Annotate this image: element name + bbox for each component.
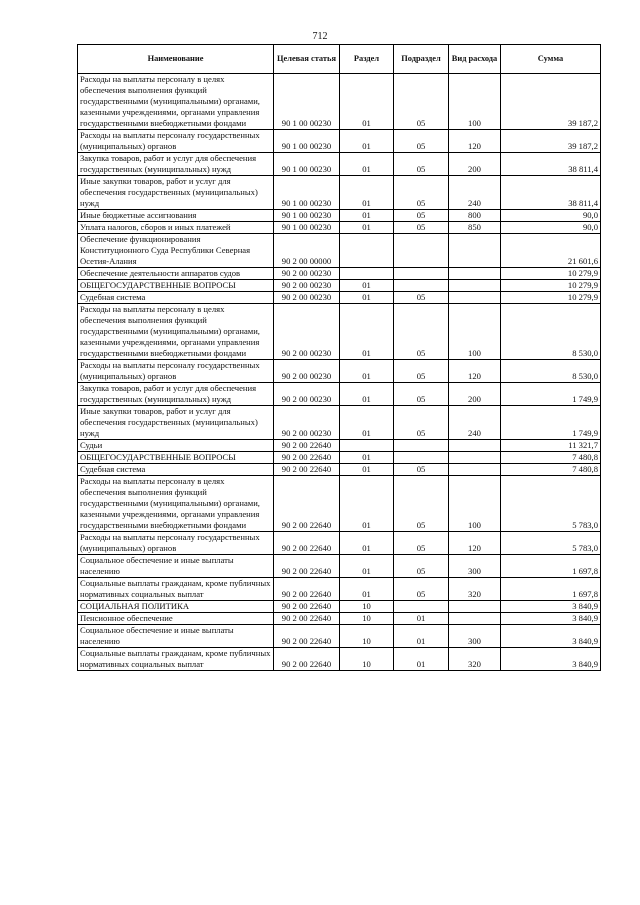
cell-razdel: 01 bbox=[340, 176, 394, 210]
cell-sum: 1 697,8 bbox=[501, 578, 601, 601]
table-row bbox=[78, 360, 601, 383]
cell-razdel: 01 bbox=[340, 532, 394, 555]
cell-razdel: 01 bbox=[340, 210, 394, 222]
table-row bbox=[78, 292, 601, 304]
cell-code: 90 1 00 00230 bbox=[274, 222, 340, 234]
cell-code: 90 2 00 22640 bbox=[274, 601, 340, 613]
cell-code: 90 2 00 00230 bbox=[274, 383, 340, 406]
cell-name: Судебная система bbox=[78, 292, 274, 304]
cell-razdel: 01 bbox=[340, 555, 394, 578]
cell-sum: 7 480,8 bbox=[501, 464, 601, 476]
cell-vid: 120 bbox=[449, 130, 501, 153]
table-row bbox=[78, 176, 601, 210]
cell-sum: 39 187,2 bbox=[501, 74, 601, 130]
cell-sum: 1 749,9 bbox=[501, 383, 601, 406]
cell-name: Обеспечение деятельности аппаратов судов bbox=[78, 268, 274, 280]
cell-name: Закупка товаров, работ и услуг для обеспечения государственных (муниципальных) нужд bbox=[78, 383, 274, 406]
cell-code: 90 2 00 22640 bbox=[274, 578, 340, 601]
cell-name: Социальное обеспечение и иные выплаты населению bbox=[78, 625, 274, 648]
cell-sum: 11 321,7 bbox=[501, 440, 601, 452]
cell-vid: 100 bbox=[449, 476, 501, 532]
cell-name: Судьи bbox=[78, 440, 274, 452]
cell-name: Расходы на выплаты персоналу в целях обеспечения выполнения функций государственными (муниципальными) органами, казенными учреждениями, органами управления государственными внебюджетными фондами bbox=[78, 304, 274, 360]
cell-vid: 240 bbox=[449, 176, 501, 210]
cell-vid: 100 bbox=[449, 304, 501, 360]
cell-name: Пенсионное обеспечение bbox=[78, 613, 274, 625]
cell-vid bbox=[449, 292, 501, 304]
cell-sum: 3 840,9 bbox=[501, 613, 601, 625]
cell-sum: 1 697,8 bbox=[501, 555, 601, 578]
cell-vid: 300 bbox=[449, 625, 501, 648]
cell-vid: 240 bbox=[449, 406, 501, 440]
cell-podrazdel: 05 bbox=[394, 360, 449, 383]
cell-sum: 8 530,0 bbox=[501, 360, 601, 383]
cell-name: ОБЩЕГОСУДАРСТВЕННЫЕ ВОПРОСЫ bbox=[78, 452, 274, 464]
cell-vid: 200 bbox=[449, 383, 501, 406]
cell-name: Иные закупки товаров, работ и услуг для обеспечения государственных (муниципальных) нужд bbox=[78, 176, 274, 210]
cell-code: 90 2 00 22640 bbox=[274, 648, 340, 671]
table-row bbox=[78, 406, 601, 440]
cell-razdel: 01 bbox=[340, 452, 394, 464]
cell-razdel: 10 bbox=[340, 613, 394, 625]
cell-code: 90 2 00 22640 bbox=[274, 440, 340, 452]
table-row bbox=[78, 555, 601, 578]
cell-name: СОЦИАЛЬНАЯ ПОЛИТИКА bbox=[78, 601, 274, 613]
cell-code: 90 2 00 22640 bbox=[274, 464, 340, 476]
cell-name: Социальное обеспечение и иные выплаты населению bbox=[78, 555, 274, 578]
cell-razdel: 01 bbox=[340, 360, 394, 383]
table-body bbox=[78, 74, 601, 671]
cell-vid: 120 bbox=[449, 360, 501, 383]
cell-sum: 3 840,9 bbox=[501, 625, 601, 648]
cell-code: 90 2 00 22640 bbox=[274, 625, 340, 648]
cell-code: 90 2 00 00230 bbox=[274, 406, 340, 440]
cell-vid: 320 bbox=[449, 578, 501, 601]
cell-razdel: 01 bbox=[340, 222, 394, 234]
cell-razdel: 01 bbox=[340, 292, 394, 304]
table-row bbox=[78, 601, 601, 613]
budget-table bbox=[77, 44, 601, 671]
cell-vid: 300 bbox=[449, 555, 501, 578]
cell-razdel: 01 bbox=[340, 578, 394, 601]
cell-vid: 320 bbox=[449, 648, 501, 671]
cell-vid bbox=[449, 613, 501, 625]
table-row bbox=[78, 613, 601, 625]
cell-name: ОБЩЕГОСУДАРСТВЕННЫЕ ВОПРОСЫ bbox=[78, 280, 274, 292]
cell-name: Расходы на выплаты персоналу государственных (муниципальных) органов bbox=[78, 130, 274, 153]
cell-code: 90 1 00 00230 bbox=[274, 130, 340, 153]
cell-podrazdel: 05 bbox=[394, 222, 449, 234]
cell-vid bbox=[449, 452, 501, 464]
table-row bbox=[78, 648, 601, 671]
cell-vid bbox=[449, 268, 501, 280]
cell-code: 90 2 00 22640 bbox=[274, 452, 340, 464]
table-row bbox=[78, 210, 601, 222]
cell-sum: 1 749,9 bbox=[501, 406, 601, 440]
cell-podrazdel: 05 bbox=[394, 210, 449, 222]
cell-sum: 10 279,9 bbox=[501, 292, 601, 304]
header-vid: Вид расхода bbox=[449, 45, 501, 74]
cell-podrazdel: 05 bbox=[394, 555, 449, 578]
table-row bbox=[78, 222, 601, 234]
table-row bbox=[78, 74, 601, 130]
cell-podrazdel: 05 bbox=[394, 176, 449, 210]
table-row bbox=[78, 476, 601, 532]
cell-code: 90 2 00 00230 bbox=[274, 268, 340, 280]
cell-code: 90 2 00 00230 bbox=[274, 360, 340, 383]
cell-sum: 5 783,0 bbox=[501, 532, 601, 555]
cell-podrazdel: 05 bbox=[394, 304, 449, 360]
cell-podrazdel bbox=[394, 280, 449, 292]
cell-name: Расходы на выплаты персоналу государственных (муниципальных) органов bbox=[78, 532, 274, 555]
cell-sum: 90,0 bbox=[501, 210, 601, 222]
cell-name: Расходы на выплаты персоналу в целях обеспечения выполнения функций государственными (муниципальными) органами, казенными учреждениями, органами управления государственными внебюджетными фондами bbox=[78, 476, 274, 532]
cell-code: 90 2 00 00230 bbox=[274, 280, 340, 292]
table-row bbox=[78, 578, 601, 601]
table-row bbox=[78, 304, 601, 360]
table-row bbox=[78, 440, 601, 452]
cell-razdel: 01 bbox=[340, 464, 394, 476]
table-row bbox=[78, 130, 601, 153]
cell-podrazdel: 05 bbox=[394, 464, 449, 476]
cell-sum: 38 811,4 bbox=[501, 176, 601, 210]
cell-podrazdel: 05 bbox=[394, 578, 449, 601]
cell-name: Уплата налогов, сборов и иных платежей bbox=[78, 222, 274, 234]
cell-name: Расходы на выплаты персоналу в целях обеспечения выполнения функций государственными (муниципальными) органами, казенными учреждениями, органами управления государственными внебюджетными фондами bbox=[78, 74, 274, 130]
header-name: Наименование bbox=[78, 45, 274, 74]
cell-name: Иные бюджетные ассигнования bbox=[78, 210, 274, 222]
table-row bbox=[78, 383, 601, 406]
cell-podrazdel bbox=[394, 440, 449, 452]
cell-podrazdel: 01 bbox=[394, 613, 449, 625]
header-podrazdel: Подраздел bbox=[394, 45, 449, 74]
table-row bbox=[78, 234, 601, 268]
cell-vid: 200 bbox=[449, 153, 501, 176]
cell-razdel: 01 bbox=[340, 153, 394, 176]
cell-name: Расходы на выплаты персоналу государственных (муниципальных) органов bbox=[78, 360, 274, 383]
cell-vid: 120 bbox=[449, 532, 501, 555]
cell-code: 90 2 00 22640 bbox=[274, 532, 340, 555]
table-row bbox=[78, 625, 601, 648]
header-row bbox=[78, 45, 601, 74]
cell-name: Закупка товаров, работ и услуг для обеспечения государственных (муниципальных) нужд bbox=[78, 153, 274, 176]
cell-vid: 800 bbox=[449, 210, 501, 222]
cell-podrazdel: 05 bbox=[394, 383, 449, 406]
cell-sum: 7 480,8 bbox=[501, 452, 601, 464]
cell-razdel bbox=[340, 268, 394, 280]
cell-vid bbox=[449, 464, 501, 476]
cell-podrazdel: 05 bbox=[394, 74, 449, 130]
cell-razdel: 10 bbox=[340, 625, 394, 648]
cell-sum: 10 279,9 bbox=[501, 280, 601, 292]
cell-code: 90 1 00 00230 bbox=[274, 74, 340, 130]
header-sum: Сумма bbox=[501, 45, 601, 74]
cell-razdel: 01 bbox=[340, 406, 394, 440]
cell-sum: 39 187,2 bbox=[501, 130, 601, 153]
table-row bbox=[78, 153, 601, 176]
cell-razdel: 01 bbox=[340, 304, 394, 360]
cell-razdel: 01 bbox=[340, 280, 394, 292]
cell-razdel: 01 bbox=[340, 130, 394, 153]
cell-podrazdel: 05 bbox=[394, 292, 449, 304]
cell-razdel: 01 bbox=[340, 383, 394, 406]
page-number: 712 bbox=[312, 31, 328, 42]
cell-code: 90 2 00 22640 bbox=[274, 476, 340, 532]
cell-vid bbox=[449, 280, 501, 292]
cell-podrazdel bbox=[394, 601, 449, 613]
cell-code: 90 1 00 00230 bbox=[274, 153, 340, 176]
cell-code: 90 1 00 00230 bbox=[274, 210, 340, 222]
cell-razdel bbox=[340, 440, 394, 452]
cell-podrazdel: 05 bbox=[394, 406, 449, 440]
cell-sum: 5 783,0 bbox=[501, 476, 601, 532]
cell-code: 90 2 00 22640 bbox=[274, 555, 340, 578]
cell-razdel: 10 bbox=[340, 648, 394, 671]
cell-podrazdel: 01 bbox=[394, 625, 449, 648]
cell-sum: 90,0 bbox=[501, 222, 601, 234]
cell-code: 90 2 00 00230 bbox=[274, 304, 340, 360]
cell-name: Обеспечение функционирования Конституционного Суда Республики Северная Осетия-Алания bbox=[78, 234, 274, 268]
cell-podrazdel bbox=[394, 268, 449, 280]
cell-sum: 10 279,9 bbox=[501, 268, 601, 280]
table-row bbox=[78, 452, 601, 464]
cell-razdel: 01 bbox=[340, 476, 394, 532]
header-razdel: Раздел bbox=[340, 45, 394, 74]
cell-name: Судебная система bbox=[78, 464, 274, 476]
cell-sum: 38 811,4 bbox=[501, 153, 601, 176]
cell-vid bbox=[449, 440, 501, 452]
table-row bbox=[78, 268, 601, 280]
header-code: Целевая статья bbox=[274, 45, 340, 74]
table-row bbox=[78, 280, 601, 292]
cell-podrazdel bbox=[394, 452, 449, 464]
cell-razdel: 01 bbox=[340, 74, 394, 130]
cell-razdel: 10 bbox=[340, 601, 394, 613]
cell-sum: 8 530,0 bbox=[501, 304, 601, 360]
cell-podrazdel: 05 bbox=[394, 130, 449, 153]
cell-code: 90 2 00 22640 bbox=[274, 613, 340, 625]
cell-vid bbox=[449, 601, 501, 613]
cell-sum: 3 840,9 bbox=[501, 601, 601, 613]
cell-podrazdel: 05 bbox=[394, 153, 449, 176]
cell-podrazdel: 05 bbox=[394, 476, 449, 532]
table-row bbox=[78, 532, 601, 555]
cell-code: 90 2 00 00230 bbox=[274, 292, 340, 304]
cell-podrazdel: 01 bbox=[394, 648, 449, 671]
cell-name: Иные закупки товаров, работ и услуг для обеспечения государственных (муниципальных) нужд bbox=[78, 406, 274, 440]
cell-name: Социальные выплаты гражданам, кроме публичных нормативных социальных выплат bbox=[78, 648, 274, 671]
cell-vid: 100 bbox=[449, 74, 501, 130]
cell-name: Социальные выплаты гражданам, кроме публичных нормативных социальных выплат bbox=[78, 578, 274, 601]
cell-code: 90 2 00 00000 bbox=[274, 234, 340, 268]
cell-sum: 3 840,9 bbox=[501, 648, 601, 671]
cell-vid bbox=[449, 234, 501, 268]
cell-sum: 21 601,6 bbox=[501, 234, 601, 268]
cell-podrazdel bbox=[394, 234, 449, 268]
table-row bbox=[78, 464, 601, 476]
cell-code: 90 1 00 00230 bbox=[274, 176, 340, 210]
cell-vid: 850 bbox=[449, 222, 501, 234]
cell-razdel bbox=[340, 234, 394, 268]
cell-podrazdel: 05 bbox=[394, 532, 449, 555]
